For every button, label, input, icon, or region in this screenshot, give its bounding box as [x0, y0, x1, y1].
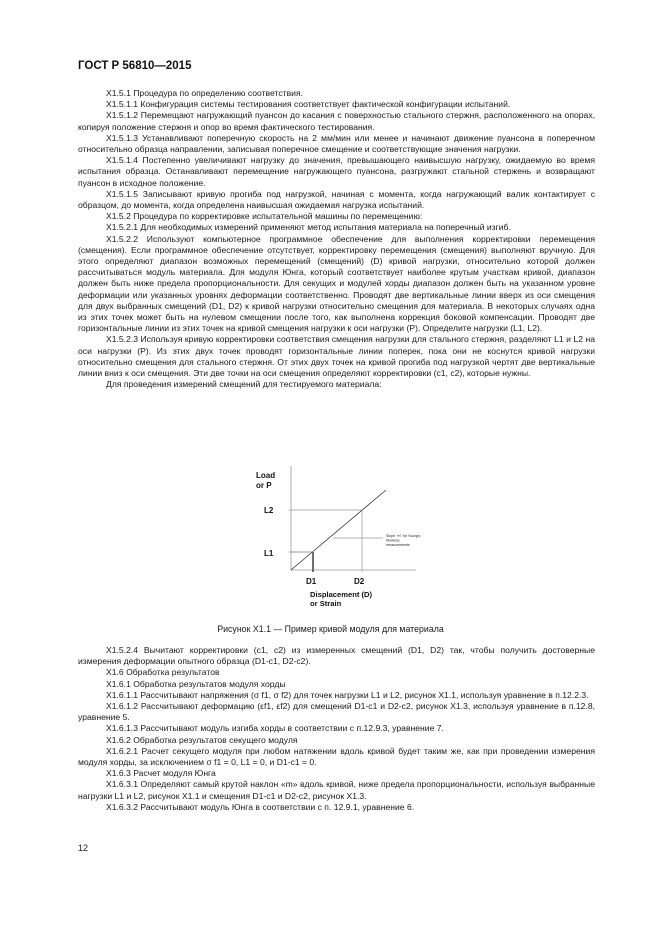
- y-axis-label: Load: [256, 471, 276, 480]
- slope-annotation-3: measurements: [386, 543, 410, 547]
- paragraph-x1-5-1-4: X1.5.1.4 Постепенно увеличивают нагрузку до значения, превышающего наивысшую нагрузку, ожидаемую во время испытания образца. Останавливают перемещение нагружающего пуансона, разгружают стальной стержень и возвращают пуансон в исходное положение.: [78, 155, 595, 188]
- text-section-bottom: [78, 645, 595, 813]
- tick-label-d2: D2: [354, 577, 365, 586]
- x-axis-label-2: or Strain: [310, 599, 342, 608]
- paragraph-x1-6-2-1: X1.6.2.1 Расчет секущего модуля при любом натяжении вдоль кривой будет таким же, как при проведении измерения модуля хорды, за исключением σ f1 = 0, L1 = 0, и D1-c1 = 0.: [78, 745, 595, 768]
- paragraph-x1-5-1-2: X1.5.1.2 Перемещают нагружающий пуансон до касания с поверхностью стального стержня, расположенного на опорах, копируя положение стержня и опор во время фактического тестирования.: [78, 110, 595, 132]
- paragraph-x1-5-1-3: X1.5.1.3 Устанавливают поперечную скорость на 2 мм/мин или менее и начинают движение пуансона в поперечном относительно образца направлении, записывая поперечное смещение и соответствующие значения нагрузки.: [78, 132, 595, 155]
- paragraph-x1-5-2: X1.5.2 Процедура по корректировке испытательной машины по перемещению:: [106, 211, 423, 222]
- paragraph-x1-6-1-3: X1.6.1.3 Рассчитывают модуль изгиба хорды в соответствии с п.12.9.3, уравнение 7.: [106, 723, 444, 734]
- slope-annotation: Slope "m" for Young's: [386, 534, 421, 538]
- slope-annotation-2: Modulus: [386, 538, 400, 543]
- paragraph-x1-5-1-5: X1.5.1.5 Записывают кривую прогиба под нагрузкой, начиная с момента, когда нагружающий валик контактирует с образцом, до момента, когда определена наивысшая ожидаемая нагрузка испытаний.: [78, 188, 595, 211]
- paragraph-x1-5-2-1: X1.5.2.1 Для необходимых измерений применяют метод испытания материала на поперечный изгиб.: [106, 222, 511, 233]
- paragraph-x1-5-2-4: X1.5.2.4 Вычитают корректировки (c1, c2) из измеренных смещений (D1, D2) так, чтобы получить достоверные измерения деформации опытного образца (D1-c1, D2-c2).: [78, 645, 595, 667]
- figure-caption: Рисунок X1.1 — Пример кривой модуля для материала: [217, 624, 444, 634]
- tick-label-l2: L2: [264, 506, 274, 515]
- figure-modulus-curve: [240, 460, 460, 620]
- paragraph-x1-6-1-2: X1.6.1.2 Рассчитывают деформацию (εf1, εf2) для смещений D1-c1 и D2-c2, рисунок X1.3, используя уравнение в п.12.8, уравнение 5.: [78, 701, 595, 723]
- paragraph-x1-5-1: X1.5.1 Процедура по определению соответствия.: [106, 88, 303, 98]
- paragraph-x1-6: X1.6 Обработка результатов: [106, 667, 220, 678]
- standard-header: ГОСТ Р 56810—2015: [78, 60, 192, 72]
- paragraph-x1-6-3-1: X1.6.3.1 Определяют самый крутой наклон «m» вдоль кривой, ниже предела пропорциональности, используя выбранные нагрузки L1 и L2, рисунок X1.1 и смещения D1-c1 и D2-c2, рисунок X1.3.: [78, 779, 595, 801]
- paragraph-x1-6-3: X1.6.3 Расчет модуля Юнга: [106, 768, 216, 779]
- paragraph-x1-6-1-1: X1.6.1.1 Рассчитывают напряжения (σ f1, σ f2) для точек нагрузки L1 и L2, рисунок X1.1, используя уравнение в п.12.2.3.: [106, 689, 589, 700]
- paragraph-x1-6-1: X1.6.1 Обработка результатов модуля хорды: [106, 678, 286, 689]
- load-curve-line: [291, 490, 386, 570]
- text-section-top: [78, 88, 595, 390]
- paragraph-x1-5-2-3: X1.5.2.3 Используя кривую корректировки соответствия смещения нагрузки для стального стержня, разделяют L1 и L2 на оси нагрузки (P). Из этих двух точек проводят горизонтальные линии поперек, пока они не коснутся кривой нагрузки относительно смещения для стального стержня. От этих двух точек на кривой прогиба под нагрузкой чертят две вертикальные линии вниз к оси смещения. Эти две точки на оси смещения определяют корректировки (c1, c2), которые нужны.: [78, 334, 595, 379]
- paragraph-x1-6-3-2: X1.6.3.2 Рассчитывают модуль Юнга в соответствии с п. 12.9.1, уравнение 6.: [106, 801, 415, 812]
- page-number: 12: [78, 843, 89, 853]
- paragraph-x1-6-2: X1.6.2 Обработка результатов секущего модуля: [106, 734, 298, 745]
- x-axis-label: Displacement (D): [310, 590, 373, 599]
- paragraph-x1-5-1-1: X1.5.1.1 Конфигурация системы тестирования соответствует фактической конфигурации испытаний.: [106, 99, 511, 110]
- paragraph-intro-material: Для проведения измерений смещений для тестируемого материала:: [106, 379, 382, 390]
- tick-label-d1: D1: [306, 577, 317, 586]
- y-axis-label-2: or P: [256, 481, 272, 490]
- tick-label-l1: L1: [264, 549, 274, 558]
- paragraph-x1-5-2-2: X1.5.2.2 Используют компьютерное программное обеспечение для выполнения корректировки перемещения (смещения). Если программное обеспечение отсутствует, корректировку перемещения (смещения) выполняют вручную. Для этого определяют диапазон возможных перемещений (смещений) (D) кривой нагрузки, относительно которой должен рассчитываться модуль материала. Для модуля Юнга, который соответствует наиболее крутым участкам кривой, диапазон должен быть ниже предела пропорциональности. Для секущих и модулей хорды диапазон должен быть на указанном уровне деформации или указанных уровнях деформации соответственно. Проводят две вертикальные линии вверх из оси смещения для двух выбранных смещений (D1, D2) к кривой нагрузки относительно смещения для материала. В некоторых случаях одна из этих точек может быть на нулевом смещении после того, как выполнена коррекция боковой компенсации. Проводят две горизонтальные линии из этих точек на кривой смещения нагрузки к оси нагрузки (P). Определите нагрузки (L1, L2).: [78, 233, 595, 334]
